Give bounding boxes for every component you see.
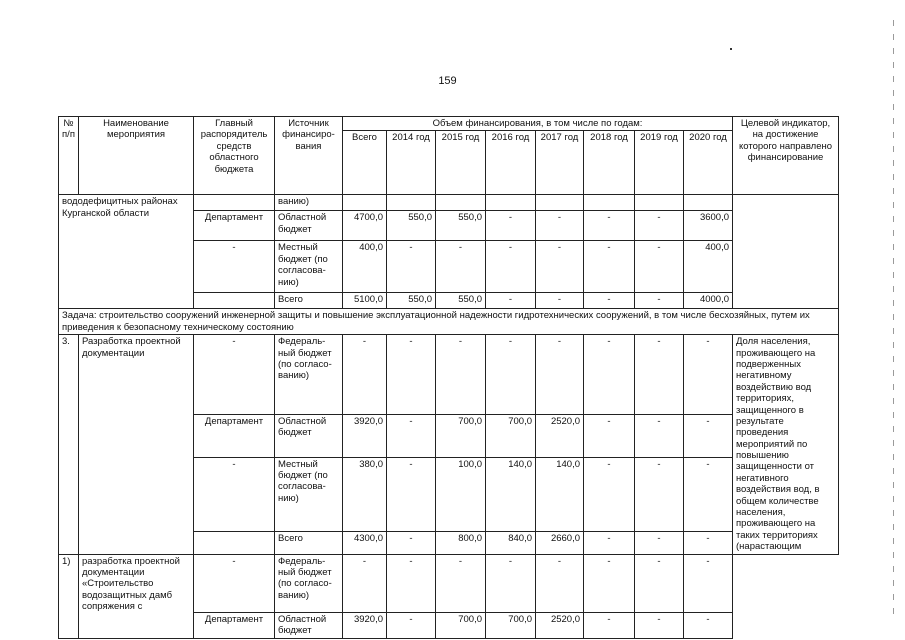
amount-cell: - [584, 554, 635, 612]
amount-cell: - [584, 612, 635, 638]
manager-cell: Департамент [194, 612, 275, 638]
amount-cell: - [635, 335, 684, 415]
manager-cell: - [194, 457, 275, 531]
amount-cell: 550,0 [436, 293, 486, 309]
amount-cell: 3920,0 [343, 612, 387, 638]
amount-cell: 3600,0 [684, 211, 733, 241]
amount-cell: - [387, 414, 436, 457]
manager-cell: Департамент [194, 211, 275, 241]
amount-cell: - [584, 211, 635, 241]
amount-cell [584, 195, 635, 211]
source-cell: Областной бюджет [275, 414, 343, 457]
source-cell: Всего [275, 531, 343, 554]
task-text: Задача: строительство сооружений инженерной защиты и повышение эксплуатационной надежности гидротехнических сооружений, в том числе бесхозяйных, путем их приведения к безопасному техническому состоянию [59, 309, 839, 335]
amount-cell: 550,0 [387, 211, 436, 241]
amount-cell [436, 195, 486, 211]
source-cell: Местный бюджет (по согласова-нию) [275, 457, 343, 531]
source-cell: Местный бюджет (по согласова-нию) [275, 241, 343, 293]
amount-cell [387, 195, 436, 211]
amount-cell: - [635, 241, 684, 293]
amount-cell: - [635, 457, 684, 531]
amount-cell: - [684, 531, 733, 554]
amount-cell: 2520,0 [536, 612, 584, 638]
header-row [59, 117, 839, 131]
amount-cell: - [436, 335, 486, 415]
amount-cell: 2520,0 [536, 414, 584, 457]
row-number: 1) [59, 554, 79, 638]
amount-cell: 550,0 [387, 293, 436, 309]
amount-cell: - [387, 612, 436, 638]
amount-cell: 840,0 [486, 531, 536, 554]
manager-cell: Департамент [194, 414, 275, 457]
amount-cell: - [387, 335, 436, 415]
amount-cell: - [343, 335, 387, 415]
amount-cell: 4300,0 [343, 531, 387, 554]
measure-name: разработка проектной документации «Строительство водозащитных дамб сопряжения с [79, 554, 194, 638]
amount-cell: 100,0 [436, 457, 486, 531]
header-source: Источник финансиро-вания [275, 117, 343, 195]
header-year: 2016 год [486, 131, 536, 195]
amount-cell: - [536, 554, 584, 612]
header-year: 2014 год [387, 131, 436, 195]
block3 [59, 335, 839, 554]
header-manager: Главный распорядитель средств областного бюджета [194, 117, 275, 195]
amount-cell: 700,0 [486, 414, 536, 457]
header-volume: Объем финансирования, в том числе по годам: [343, 117, 733, 131]
amount-cell: - [684, 335, 733, 415]
amount-cell: 4000,0 [684, 293, 733, 309]
header-name: Наименование мероприятия [79, 117, 194, 195]
amount-cell: - [584, 241, 635, 293]
amount-cell: - [584, 293, 635, 309]
amount-cell: - [536, 241, 584, 293]
manager-cell: - [194, 335, 275, 415]
amount-cell: - [635, 293, 684, 309]
amount-cell: - [584, 335, 635, 415]
target-indicator: Доля населения, проживающего на подверженных негативному воздействию вод территориях, защищенного в результате проведения мероприятий по повышению защищенности от негативного воздействия вод, в общем количестве населения, проживающего на таких территориях (нарастающим [733, 335, 839, 554]
amount-cell [343, 195, 387, 211]
source-cell: Федераль-ный бюджет (по согласо-ванию) [275, 554, 343, 612]
amount-cell: 800,0 [436, 531, 486, 554]
amount-cell: 700,0 [436, 612, 486, 638]
manager-cell: - [194, 554, 275, 612]
block4 [59, 554, 839, 638]
amount-cell: 5100,0 [343, 293, 387, 309]
amount-cell: - [584, 457, 635, 531]
amount-cell: - [584, 531, 635, 554]
amount-cell: - [387, 531, 436, 554]
manager-cell [194, 293, 275, 309]
amount-cell [684, 195, 733, 211]
table-row [59, 554, 839, 612]
header-indicator: Целевой индикатор, на достижение которого направлено финансирование [733, 117, 839, 195]
header-year: Всего [343, 131, 387, 195]
block1 [59, 195, 839, 309]
amount-cell: 700,0 [486, 612, 536, 638]
amount-cell: - [684, 554, 733, 612]
amount-cell: - [486, 335, 536, 415]
amount-cell: - [635, 414, 684, 457]
amount-cell: 380,0 [343, 457, 387, 531]
manager-cell: - [194, 241, 275, 293]
amount-cell: - [486, 211, 536, 241]
amount-cell [536, 195, 584, 211]
funding-table [58, 116, 839, 639]
page-number: 159 [438, 75, 457, 87]
amount-cell: 3920,0 [343, 414, 387, 457]
amount-cell: - [387, 457, 436, 531]
amount-cell: - [387, 554, 436, 612]
amount-cell: 700,0 [436, 414, 486, 457]
measure-name: вододефицитных районах Курганской области [59, 195, 194, 309]
amount-cell: - [387, 241, 436, 293]
header-num: № п/п [59, 117, 79, 195]
task-row [59, 309, 839, 335]
manager-cell [194, 195, 275, 211]
amount-cell: - [684, 414, 733, 457]
amount-cell: 4700,0 [343, 211, 387, 241]
target-indicator [733, 195, 839, 309]
source-cell: Областной бюджет [275, 211, 343, 241]
source-cell: Федераль-ный бюджет (по согласо-ванию) [275, 335, 343, 415]
amount-cell: - [635, 612, 684, 638]
amount-cell [635, 195, 684, 211]
amount-cell: 400,0 [343, 241, 387, 293]
amount-cell: - [486, 241, 536, 293]
amount-cell: - [436, 554, 486, 612]
amount-cell: - [635, 554, 684, 612]
amount-cell: 550,0 [436, 211, 486, 241]
header-year: 2020 год [684, 131, 733, 195]
header-year: 2017 год [536, 131, 584, 195]
amount-cell: - [635, 211, 684, 241]
amount-cell: 2660,0 [536, 531, 584, 554]
amount-cell: - [486, 554, 536, 612]
table-row [59, 335, 839, 415]
amount-cell: 140,0 [536, 457, 584, 531]
amount-cell: - [436, 241, 486, 293]
page-edge-dashes [893, 20, 894, 620]
amount-cell: - [343, 554, 387, 612]
amount-cell [486, 195, 536, 211]
table-row [59, 195, 839, 211]
amount-cell: - [684, 612, 733, 638]
amount-cell: - [635, 531, 684, 554]
amount-cell: - [684, 457, 733, 531]
source-cell: ванию) [275, 195, 343, 211]
source-cell: Всего [275, 293, 343, 309]
header-year: 2018 год [584, 131, 635, 195]
scan-speck [730, 48, 732, 50]
header-year: 2015 год [436, 131, 486, 195]
measure-name: Разработка проектной документации [79, 335, 194, 554]
amount-cell: 400,0 [684, 241, 733, 293]
amount-cell: 140,0 [486, 457, 536, 531]
row-number: 3. [59, 335, 79, 554]
manager-cell [194, 531, 275, 554]
source-cell: Областной бюджет [275, 612, 343, 638]
amount-cell: - [536, 293, 584, 309]
amount-cell: - [486, 293, 536, 309]
amount-cell: - [584, 414, 635, 457]
amount-cell: - [536, 335, 584, 415]
amount-cell: - [536, 211, 584, 241]
header-year: 2019 год [635, 131, 684, 195]
